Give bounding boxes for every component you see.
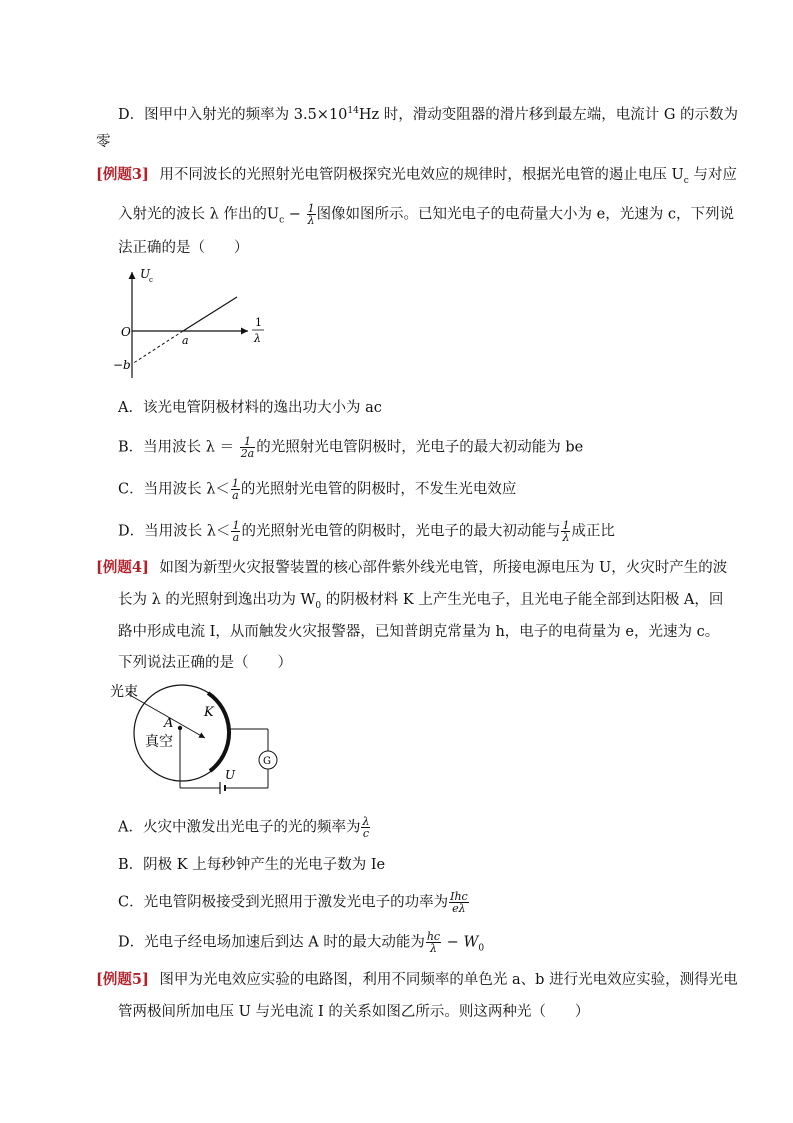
prev-option-d-cont: 零 (96, 134, 111, 150)
origin-label: O (121, 325, 131, 339)
galvanometer-label: G (263, 756, 271, 767)
phototube-circuit-figure (108, 678, 288, 803)
solid-line (183, 297, 237, 331)
x-intercept-label: a (182, 334, 189, 347)
example4-tag: [例题4] (96, 559, 149, 576)
a-label: A (164, 716, 174, 731)
beam-label: 光束 (110, 684, 138, 700)
k-label: K (204, 705, 214, 720)
voltage-u-label: U (225, 768, 236, 782)
example3-option-b: B．当用波长 λ ＝ $\frac{1}{2a}$ 的光照射光电管阴极时，光电子的最大初动能为 be (118, 435, 584, 460)
example4-line1: [例题4] 如图为新型火灾报警装置的核心部件紫外线光电管，所接电源电压为 U，火灾时产生的波 (96, 559, 728, 576)
example3-option-d: D．当用波长 λ＜ $\frac{1}{a}$ 的光照射光电管的阴极时，光电子的最大初动能与 $\frac{1}{\lambda}$ 成正比 (118, 519, 615, 544)
example4-option-d: D．光电子经电场加速后到达 A 时的最大动能为 $\frac{hc}{\lambda}$ − $W_0$ (118, 930, 485, 955)
dashed-extension (132, 331, 183, 364)
example5-line1: [例题5] 图甲为光电效应实验的电路图，利用不同频率的单色光 a、b 进行光电效应实验，测得光电 (96, 971, 738, 988)
example5-tag: [例题5] (96, 971, 149, 988)
y-intercept-label: −b (113, 358, 131, 372)
prev-option-d: D．图甲中入射光的频率为 $3.5\times 10^{14}Hz$ 时，滑动变阻器的滑片移到最左端，电流计 G 的示数为 (118, 106, 739, 123)
example4-option-c: C．光电管阴极接受到光照用于激发光电子的功率为 $\frac{\text{Ihc}}{e\lambda}$ (118, 890, 468, 915)
example5-line2: 管两极间所加电压 U 与光电流 I 的关系如图乙所示。则这两种光（ ） (118, 1004, 590, 1020)
example3-option-c: C．当用波长 λ＜ $\frac{1}{a}$ 的光照射光电管的阴极时，不发生光电效应 (118, 477, 517, 502)
example3-line1: [例题3] 用不同波长的光照射光电管阴极探究光电效应的规律时，根据光电管的遏止电压 $U_c$ 与对应 (96, 166, 737, 186)
vacuum-label: 真空 (145, 734, 173, 750)
example3-line3: 法正确的是（ ） (118, 240, 249, 256)
y-axis-label: U (140, 267, 151, 281)
y-axis-sub: c (149, 276, 153, 284)
x-axis-den: λ (254, 332, 261, 345)
example3-line2: 入射光的波长 λ 作出的$U_c$ − $\frac{1}{\lambda}$ 图像如图所示。已知光电子的电荷量大小为 e，光速为 c，下列说 (118, 202, 734, 227)
frac-1-over-lambda: $\frac{1}{\lambda}$ (307, 202, 315, 227)
example4-line4: 下列说法正确的是（ ） (118, 655, 292, 671)
example4-option-a: A．火灾中激发出光电子的光的频率为 $\frac{\lambda}{c}$ (118, 815, 370, 840)
example3-tag: [例题3] (96, 166, 149, 183)
uc-vs-inverse-lambda-graph (110, 266, 270, 381)
example3-option-a: A．该光电管阴极材料的逸出功大小为 ac (118, 400, 382, 416)
example4-option-b: B．阴极 K 上每秒钟产生的光电子数为 Ie (118, 857, 386, 873)
example4-line2: 长为 λ 的光照射到逸出功为 $W_0$ 的阴极材料 K 上产生光电子，且光电子能全部到达阳极 A，回 (118, 592, 724, 611)
example4-line3: 路中形成电流 I，从而触发火灾报警器，已知普朗克常量为 h，电子的电荷量为 e，光速为 c。 (118, 624, 720, 640)
x-axis-num: 1 (255, 316, 262, 329)
